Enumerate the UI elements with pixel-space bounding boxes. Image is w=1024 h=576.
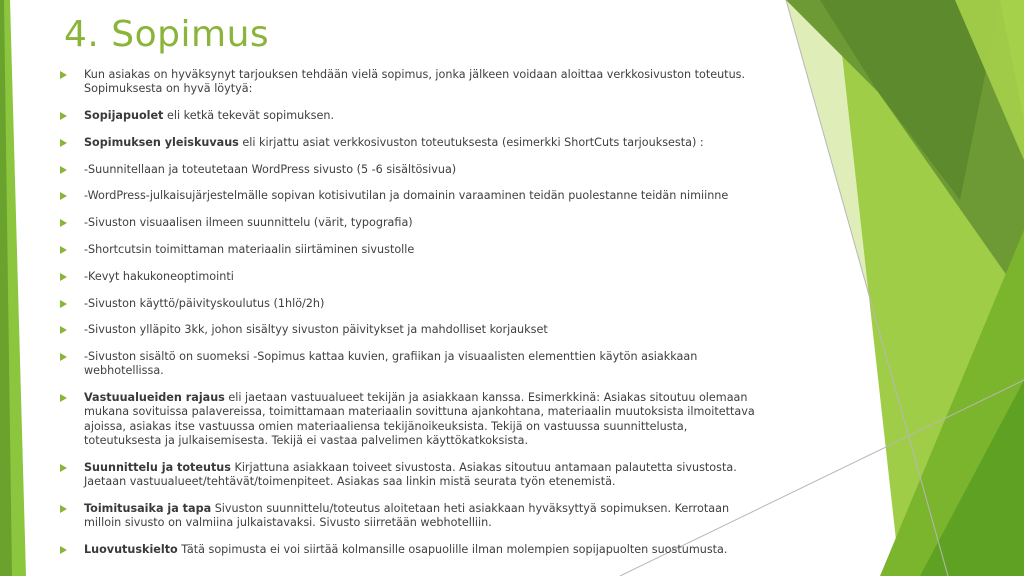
bullet-text: Sivuston suunnittelu/toteutus aloitetaan heti asiakkaan hyväksyttyä sopimuksen. Kerrotaan milloin sivusto on valmiina julkaistavaksi. Sivusto siirretään webhotelliin.: [84, 501, 730, 529]
bullet-text: Tätä sopimusta ei voi siirtää kolmansille osapuolille ilman molempien sopijapuolten suostumusta.: [177, 542, 728, 556]
bullet-arrow-icon: [60, 219, 67, 227]
bullet-text: -Sivuston sisältö on suomeksi -Sopimus kattaa kuvien, grafiikan ja visuaalisten elementtien käytön asiakkaan webhotellissa.: [84, 350, 698, 378]
bullet-arrow-icon: [60, 464, 67, 472]
bullet-arrow-icon: [60, 326, 67, 334]
bullet-text: -Sivuston ylläpito 3kk, johon sisältyy sivuston päivitykset ja mahdolliset korjaukset: [84, 323, 548, 337]
bullet-item: [60, 502, 760, 530]
bullet-lead: Suunnittelu ja toteutus: [84, 460, 231, 474]
bullet-item: [60, 216, 760, 230]
bullet-arrow-icon: [60, 246, 67, 254]
bullet-arrow-icon: [60, 192, 67, 200]
bullet-arrow-icon: [60, 273, 67, 281]
bullet-text: -WordPress-julkaisujärjestelmälle sopivan kotisivutilan ja domainin varaaminen teidän puolestanne teidän nimiinne: [84, 189, 729, 203]
bullet-item: [60, 391, 760, 448]
bullet-item: [60, 543, 760, 557]
bullet-arrow-icon: [60, 300, 67, 308]
bullet-item: [60, 189, 760, 203]
bullet-item: [60, 109, 760, 123]
bullet-text: -Sivuston visuaalisen ilmeen suunnittelu (värit, typografia): [84, 216, 413, 230]
bullet-arrow-icon: [60, 546, 67, 554]
bullet-arrow-icon: [60, 71, 67, 79]
bullet-text: -Sivuston käyttö/päivityskoulutus (1hlö/2h): [84, 296, 325, 310]
bullet-arrow-icon: [60, 394, 67, 402]
bullet-arrow-icon: [60, 353, 67, 361]
bullet-text: -Shortcutsin toimittaman materiaalin siirtäminen sivustolle: [84, 242, 415, 256]
bullet-item: [60, 243, 760, 257]
bullet-item: [60, 270, 760, 284]
bullet-text: eli kirjattu asiat verkkosivuston toteutuksesta (esimerkki ShortCuts tarjouksesta) :: [238, 135, 704, 149]
bullet-item: [60, 323, 760, 337]
bullet-lead: Toimitusaika ja tapa: [84, 501, 212, 515]
bullet-item: [60, 68, 760, 96]
bullet-item: [60, 297, 760, 311]
bullet-text: -Kevyt hakukoneoptimointi: [84, 269, 234, 283]
bullet-list: [60, 68, 760, 569]
bullet-item: [60, 163, 760, 177]
slide-title: 4. Sopimus: [64, 14, 270, 55]
bullet-item: [60, 136, 760, 150]
bullet-arrow-icon: [60, 139, 67, 147]
bullet-lead: Sopimuksen yleiskuvaus: [84, 135, 239, 149]
bullet-arrow-icon: [60, 505, 67, 513]
bullet-lead: Sopijapuolet: [84, 109, 164, 122]
bullet-item: [60, 350, 760, 378]
bullet-arrow-icon: [60, 166, 67, 174]
bullet-text: -Suunnitellaan ja toteutetaan WordPress sivusto (5 -6 sisältösivua): [84, 162, 457, 176]
bullet-text: eli ketkä tekevät sopimuksen.: [163, 109, 335, 122]
bullet-text: Kun asiakas on hyväksynyt tarjouksen tehdään vielä sopimus, jonka jälkeen voidaan aloittaa verkkosivuston toteutus. Sopimuksesta on hyvä löytyä:: [84, 68, 746, 96]
bullet-text: Kirjattuna asiakkaan toiveet sivustosta. Asiakas sitoutuu antamaan palautetta sivustosta. Jaetaan vastuualueet/tehtävät/toimenpiteet. Asiakas saa linkin mistä seurata työn etenemistä.: [84, 460, 737, 488]
bullet-lead: Vastuualueiden rajaus: [84, 391, 225, 405]
bullet-arrow-icon: [60, 112, 67, 120]
bullet-lead: Luovutuskielto: [84, 542, 178, 556]
bullet-text: eli jaetaan vastuualueet tekijän ja asiakkaan kanssa. Esimerkkinä: Asiakas sitoutuu olemaan mukana sovituissa palavereissa, toimittamaan materiaalin sovittuna ajankohtana, materiaalin muutoksista ilmoitettava ajoissa, asiakas itse vastuussa omien materiaaliensa tekijänoikeuksista. Tekijä on vastuussa suunnittelusta, toteutuksesta ja julkaisemisesta. Tekijä ei vastaa palvelimen käyttökatkoksista.: [84, 391, 755, 447]
bullet-item: [60, 461, 760, 489]
